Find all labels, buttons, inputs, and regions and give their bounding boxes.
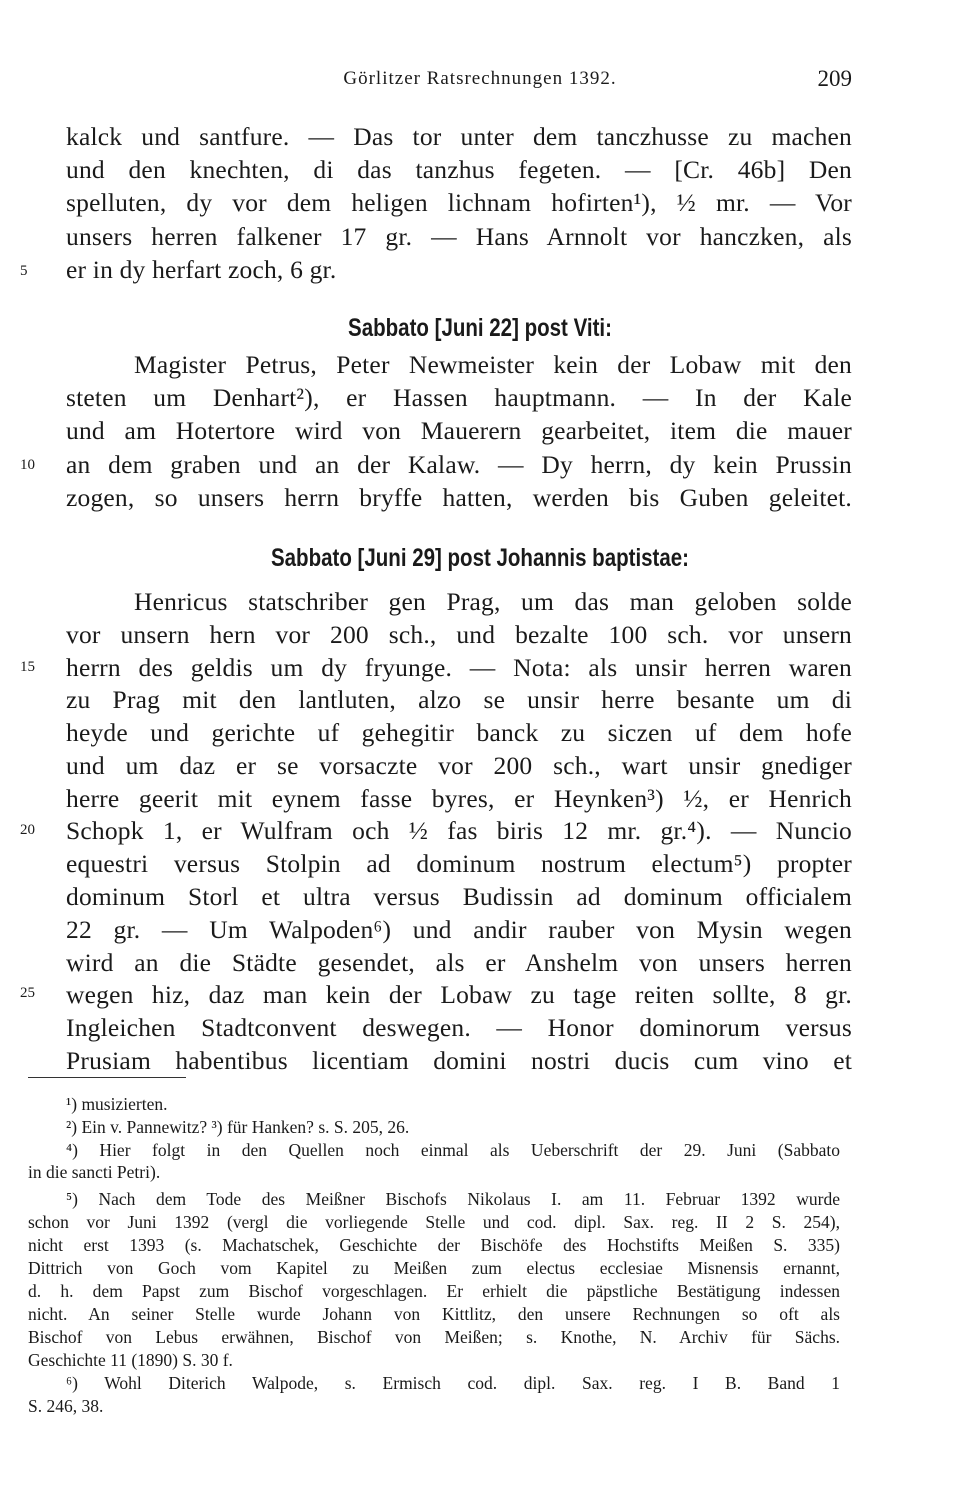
body-line: vor unsern hern vor 200 sch., und bezalte 100 sch. vor unsern — [66, 620, 852, 649]
body-line: equestri versus Stolpin ad dominum nostrum electum⁵) propter — [66, 849, 852, 878]
footnote-line: Geschichte 11 (1890) S. 30 f. — [28, 1350, 233, 1370]
footnote-line: Bischof von Lebus erwähnen, Bischof von Meißen; s. Knothe, N. Archiv für Sächs. — [28, 1327, 840, 1347]
body-line: wird an die Städte gesendet, als er Anshelm von unsers herren — [66, 948, 852, 977]
footnote-line: ⁴) Hier folgt in den Quellen noch einmal als Ueberschrift der 29. Juni (Sabbato — [66, 1140, 840, 1160]
footnote-line: ²) Ein v. Pannewitz? ³) für Hanken? s. S. 205, 26. — [66, 1117, 410, 1137]
body-line: steten um Denhart²), er Hassen hauptmann. — In der Kale — [66, 383, 852, 412]
section-heading: Sabbato [Juni 22] post Viti: — [348, 314, 612, 342]
body-line: spelluten, dy vor dem heligen lichnam hofirten¹), ½ mr. — Vor — [66, 188, 852, 217]
body-line: und den knechten, di das tanzhus fegeten. — [Cr. 46b] Den — [66, 155, 852, 184]
footnote-line: ¹) musizierten. — [66, 1094, 168, 1114]
body-line: er in dy herfart zoch, 6 gr. — [66, 255, 337, 284]
footnote-line: in die sancti Petri). — [28, 1162, 161, 1182]
line-number: 25 — [20, 985, 35, 1001]
footnote-line: Dittrich von Goch vom Kapitel zu Meißen zum electus ecclesiae Misnensis ernannt, — [28, 1258, 840, 1278]
body-line: wegen hiz, daz man kein der Lobaw zu tage reiten sollte, 8 gr. — [66, 980, 852, 1009]
section-heading: Sabbato [Juni 29] post Johannis baptistae: — [270, 544, 690, 572]
body-line: kalck und santfure. — Das tor unter dem tanczhusse zu machen — [66, 122, 852, 151]
body-line: Schopk 1, er Wulfram och ½ fas biris 12 mr. gr.⁴). — Nuncio — [66, 816, 852, 845]
body-line: zogen, so unsers herrn bryffe hatten, werden bis Guben geleitet. — [66, 483, 852, 512]
footnote-line: d. h. dem Papst zum Bischof vorgeschlagen. Er erhielt die päpstliche Bestätigung indessen — [28, 1281, 840, 1301]
body-line: an dem graben und an der Kalaw. — Dy herrn, dy kein Prussin — [66, 450, 852, 479]
body-line: herrn des geldis um dy fryunge. — Nota: als unsir herren waren — [66, 653, 852, 682]
footnote-line: nicht erst 1393 (s. Machatschek, Geschichte der Bischöfe des Hochstifts Meißen S. 335) — [28, 1235, 840, 1255]
body-line: Prusiam habentibus licentiam domini nostri ducis cum vino et — [66, 1046, 852, 1075]
footnote-line: ⁵) Nach dem Tode des Meißner Bischofs Nikolaus I. am 11. Februar 1392 wurde — [66, 1189, 840, 1209]
body-line: Ingleichen Stadtconvent deswegen. — Honor dominorum versus — [66, 1013, 852, 1042]
body-line: unsers herren falkener 17 gr. — Hans Arnnolt vor hanczken, als — [66, 222, 852, 251]
body-line: dominum Storl et ultra versus Budissin ad dominum officialem — [66, 882, 852, 911]
footnote-rule — [28, 1077, 186, 1078]
body-line: heyde und gerichte uf gehegitir banck zu siczen uf dem hofe — [66, 718, 852, 747]
body-line: und um daz er se vorsaczte vor 200 sch., wart unsir gnediger — [66, 751, 852, 780]
body-line: 22 gr. — Um Walpoden⁶) und andir rauber von Mysin wegen — [66, 915, 852, 944]
line-number: 15 — [20, 659, 35, 675]
body-line: herre geerit mit eynem fasse byres, er Heynken³) ½, er Henrich — [66, 784, 852, 813]
line-number: 5 — [20, 263, 28, 279]
footnote-line: nicht. An seiner Stelle wurde Johann von Kittlitz, den unsere Rechnungen so oft als — [28, 1304, 840, 1324]
footnote-line: schon vor Juni 1392 (vergl die vorliegende Stelle und cod. dipl. Sax. reg. II 2 S. 254), — [28, 1212, 840, 1232]
body-line: und am Hotertore wird von Mauerern gearbeitet, item die mauer — [66, 416, 852, 445]
footnote-line: S. 246, 38. — [28, 1396, 104, 1416]
line-number: 10 — [20, 457, 35, 473]
running-title: Görlitzer Ratsrechnungen 1392. — [343, 68, 617, 89]
body-line: Henricus statschriber gen Prag, um das man geloben solde — [134, 587, 852, 616]
footnote-line: ⁶) Wohl Diterich Walpode, s. Ermisch cod. dipl. Sax. reg. I B. Band 1 — [66, 1373, 840, 1393]
page-number: 209 — [817, 66, 852, 91]
body-line: Magister Petrus, Peter Newmeister kein der Lobaw mit den — [134, 350, 852, 379]
body-line: zu Prag mit den lantluten, alzo se unsir herre besante um di — [66, 685, 852, 714]
line-number: 20 — [20, 822, 35, 838]
